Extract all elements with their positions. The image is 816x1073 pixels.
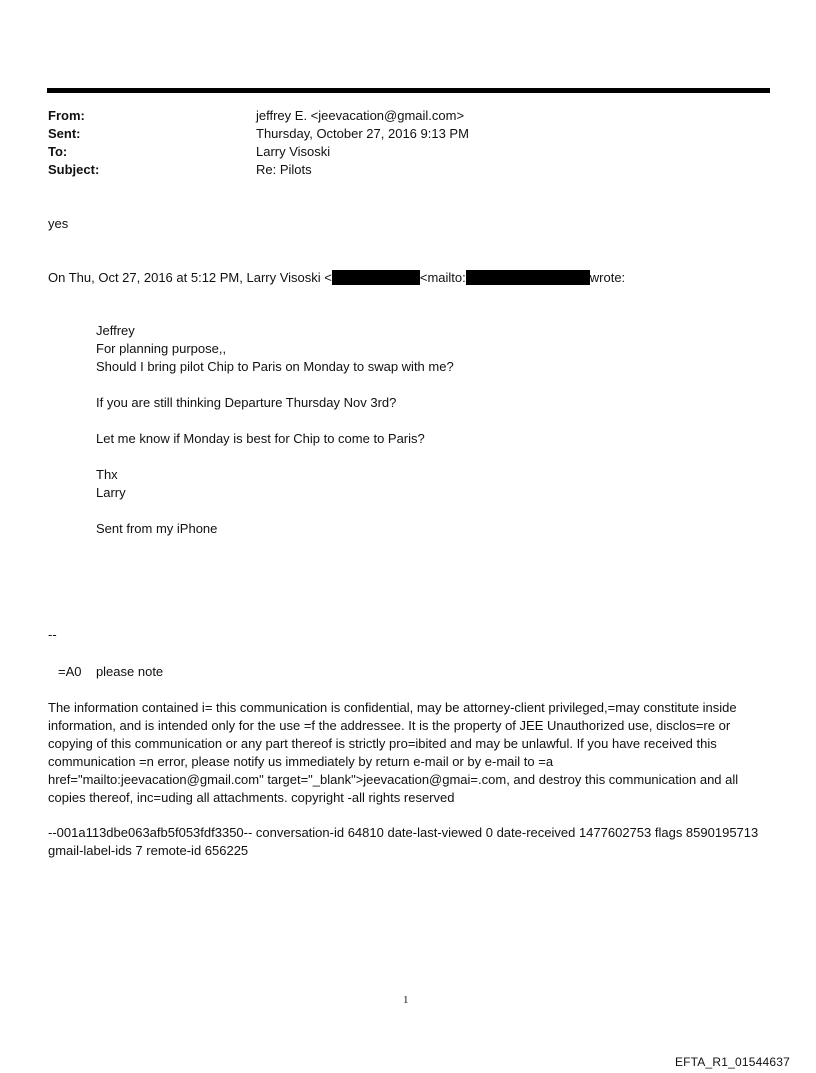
subject-label: Subject: [48, 162, 100, 177]
quote-intro-prefix: On Thu, Oct 27, 2016 at 5:12 PM, Larry Visoski < [48, 270, 332, 285]
header-rule [47, 88, 770, 93]
subject-value: Re: Pilots [256, 162, 312, 177]
to-value: Larry Visoski [256, 144, 331, 159]
quoted-line: Jeffrey [96, 323, 135, 338]
disclaimer-paragraph: The information contained i= this communication is confidential, may be attorney-client privileged,=may constitute inside information, and is intended only for the use =f the addressee. It is the property of JEE Unauthorized use, disclos=re or copying of this communication or any part thereof is strictly pro=ibited and may be unlawful. If you have received this communication =n error, please notify us immediately by return e-mail or by e-mail to =a href="mailto:jeevacation@gmail.com" target="_blank">jeevacation@gmai=.com, and destroy this communication and all copies thereof, inc=uding all attachments. copyright -all rights reserved [48, 700, 739, 805]
quoted-line: Sent from my iPhone [96, 521, 218, 536]
to-row [48, 144, 748, 162]
page-number: 1 [403, 994, 409, 1006]
from-value: jeffrey E. <jeevacation@gmail.com> [256, 108, 465, 123]
quoted-line: Larry [96, 485, 126, 500]
redaction-block [332, 270, 420, 285]
sent-label: Sent: [48, 126, 81, 141]
reply-text: yes [48, 216, 69, 231]
please-note: =A0 please note [58, 664, 164, 679]
from-label: From: [48, 108, 85, 123]
subject-row [48, 162, 748, 180]
redaction-block [466, 270, 590, 285]
quoted-line: For planning purpose,, [96, 341, 227, 356]
quote-intro-mailto: <mailto: [419, 270, 466, 285]
from-row [48, 108, 748, 126]
signature-dashes: -- [48, 627, 57, 642]
message-metadata: --001a113dbe063afb5f053fdf3350-- conversation-id 64810 date-last-viewed 0 date-received 1477602753 flags 8590195713 gmail-label-ids 7 remote-id 656225 [48, 825, 759, 858]
quoted-line: If you are still thinking Departure Thursday Nov 3rd? [96, 395, 397, 410]
document-id: EFTA_R1_01544637 [674, 1055, 790, 1069]
quoted-line: Thx [96, 467, 118, 482]
quoted-line: Let me know if Monday is best for Chip to come to Paris? [96, 431, 425, 446]
to-label: To: [48, 144, 68, 159]
sent-value: Thursday, October 27, 2016 9:13 PM [256, 126, 469, 141]
sent-row [48, 126, 748, 144]
quote-intro [48, 270, 625, 285]
quote-intro-suffix: wrote: [589, 270, 626, 285]
quoted-line: Should I bring pilot Chip to Paris on Monday to swap with me? [96, 359, 454, 374]
